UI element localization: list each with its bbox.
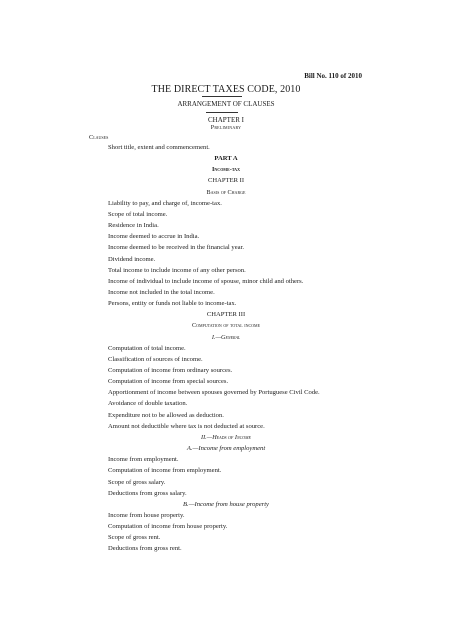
divider [206,112,238,113]
clause-title: Computation of income from ordinary sources. [108,367,233,374]
bill-number: Bill No. 110 of 2010 [304,72,362,80]
clause-title: Income not included in the total income. [108,288,215,296]
section-heading: A.—Income from employment [186,445,266,453]
clause-title: Computation of total income. [108,344,186,352]
clause-title: Deductions from gross rent. [108,545,182,553]
section-heading: II.—Heads of Income [201,433,251,441]
arrangement-heading: ARRANGEMENT OF CLAUSES [177,100,275,108]
clause-title: Persons, entity or funds not liable to income-tax. [108,300,237,308]
clause-title: Computation of income from employment. [108,467,222,475]
section-heading: CHAPTER III [206,311,246,319]
clause-title: Liability to pay, and charge of, income-tax. [108,199,222,207]
section-heading: Computation of total income [191,322,261,330]
clause-title: Income deemed to accrue in India. [108,233,200,241]
clause-title: Residence in India. [108,222,159,230]
clause-title: Income of individual to include income of spouse, minor child and others. [108,277,304,285]
document-title: THE DIRECT TAXES CODE, 2010 [151,84,301,95]
clause-title: Income deemed to be received in the financial year. [108,244,245,252]
clause-title: Dividend income. [108,255,156,263]
section-heading: CHAPTER II [207,177,245,185]
chapter-heading: CHAPTER I [208,116,244,124]
clause-title: Computation of income from special sources. [108,378,229,386]
section-heading: B.—Income from house property [183,500,269,508]
clause-title: Computation of income from house property. [108,523,228,531]
clause-title: Income from employment. [108,456,179,464]
divider [202,96,242,97]
clause-title: Deductions from gross salary. [108,489,187,497]
clause-title: Income from house property. [108,511,185,519]
clause-title: Total income to include income of any other person. [108,266,246,274]
chapter-subtitle: Preliminary [210,125,242,131]
clause-title: Short title, extent and commencement. [108,144,210,151]
clause-title: Classification of sources of income. [108,355,203,363]
clause-title: Expenditure not to be allowed as deduction. [108,411,224,419]
clause-title: Amount not deductible where tax is not deducted at source. [108,422,265,430]
section-heading: Income-tax [212,166,240,174]
clause-title: Scope of gross rent. [108,534,161,542]
section-heading: Basis of Charge [206,188,246,196]
clause-title: Avoidance of double taxation. [108,400,188,408]
section-heading: PART A [214,155,238,163]
section-heading: I.—General [211,333,241,341]
clause-title: Apportionment of income between spouses governed by Portuguese Civil Code. [108,389,320,397]
clauses-label: Clauses [89,134,109,141]
clause-title: Scope of gross salary. [108,478,166,486]
clause-title: Scope of total income. [108,210,168,218]
